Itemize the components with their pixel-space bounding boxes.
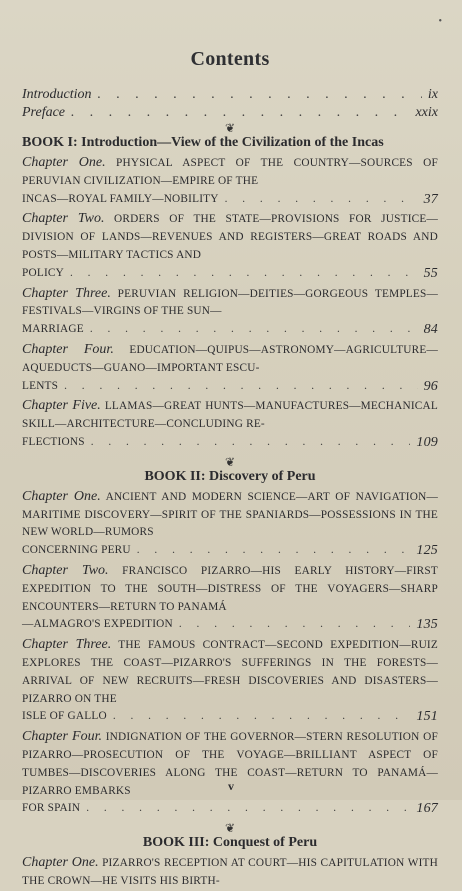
dot-leader bbox=[225, 191, 418, 209]
page-title: Contents bbox=[190, 48, 270, 70]
page-ref: 84 bbox=[423, 322, 438, 338]
chapter-label: Chapter Four. bbox=[22, 341, 114, 357]
toc-chapter[interactable] bbox=[22, 636, 438, 726]
page-ref: 125 bbox=[416, 543, 438, 559]
ornament-icon: ❦ bbox=[224, 821, 236, 836]
chapter-label: Chapter Three. bbox=[22, 285, 111, 301]
chapter-summary: ORDERS OF THE STATE—PROVISIONS FOR JUSTICE—DIVISION OF LANDS—REVENUES AND REGISTERS—GREAT ROADS AND POSTS—MILITARY TACTICS AND bbox=[22, 213, 438, 261]
chapter-label: Chapter One. bbox=[22, 155, 106, 170]
chapter-summary-end: FLECTIONS bbox=[22, 435, 85, 448]
page-ref: xxix bbox=[415, 105, 438, 120]
toc-chapter[interactable] bbox=[22, 488, 438, 560]
dot-leader bbox=[113, 708, 411, 726]
chapter-summary: EDUCATION—QUIPUS—ASTRONOMY—AGRICULTURE—AQUEDUCTS—GUANO—IMPORTANT ESCU- bbox=[22, 343, 438, 374]
toc-label: Preface bbox=[22, 105, 66, 120]
dot-leader bbox=[86, 800, 410, 818]
chapter-summary-end: CONCERNING PERU bbox=[22, 544, 131, 557]
page-ref: 37 bbox=[423, 191, 438, 207]
dot-leader bbox=[70, 265, 418, 283]
toc-chapter[interactable] bbox=[22, 154, 438, 208]
chapter-summary: PHYSICAL ASPECT OF THE COUNTRY—SOURCES OF PERUVIAN CIVILIZATION—EMPIRE OF THE bbox=[22, 157, 439, 187]
chapter-summary: PIZARRO'S RECEPTION AT COURT—HIS CAPITULATION WITH THE CROWN—HE VISITS HIS BIRTH- bbox=[22, 857, 438, 887]
chapter-summary: PERUVIAN RELIGION—DEITIES—GORGEOUS TEMPLES—FESTIVALS—VIRGINS OF THE SUN— bbox=[22, 287, 438, 318]
chapter-summary-end: INCAS—ROYAL FAMILY—NOBILITY bbox=[22, 192, 219, 205]
book-heading: BOOK III: Conquest of Peru bbox=[142, 835, 318, 851]
chapter-summary-end: FOR SPAIN bbox=[22, 802, 81, 815]
chapter-label: Chapter One. bbox=[22, 855, 99, 871]
toc-chapter[interactable] bbox=[22, 728, 438, 818]
page-ref: 55 bbox=[423, 265, 438, 281]
toc-chapter[interactable] bbox=[22, 210, 438, 282]
toc-chapter[interactable] bbox=[22, 341, 438, 395]
corner-mark: • bbox=[438, 16, 442, 27]
page-ref: 151 bbox=[416, 709, 438, 725]
page-number: v bbox=[228, 779, 234, 793]
toc-chapter[interactable] bbox=[22, 562, 438, 634]
chapter-summary-end: LENTS bbox=[22, 379, 59, 392]
toc-introduction[interactable] bbox=[22, 86, 438, 104]
page-ref: 96 bbox=[423, 378, 438, 394]
chapter-summary: LLAMAS—GREAT HUNTS—MANUFACTURES—MECHANICAL SKILL—ARCHITECTURE—CONCLUDING RE- bbox=[22, 400, 438, 431]
ornament-icon: ❦ bbox=[224, 121, 236, 135]
dot-leader bbox=[179, 616, 410, 634]
dot-leader bbox=[137, 542, 411, 560]
page-ref: 109 bbox=[416, 434, 438, 450]
toc-chapter[interactable] bbox=[22, 854, 438, 891]
dot-leader bbox=[91, 434, 411, 452]
chapter-summary: ANCIENT AND MODERN SCIENCE—ART OF NAVIGATION—MARITIME DISCOVERY—SPIRIT OF THE SPANIARDS—POSSESSIONS IN THE NEW WORLD—RUMORS bbox=[22, 490, 438, 539]
chapter-label: Chapter One. bbox=[22, 488, 101, 504]
chapter-label: Chapter Three. bbox=[22, 637, 112, 653]
chapter-label: Chapter Two. bbox=[22, 562, 109, 578]
chapter-summary-end: MARRIAGE bbox=[22, 323, 84, 336]
chapter-label: Chapter Five. bbox=[22, 398, 101, 414]
page-ref: ix bbox=[427, 87, 438, 102]
book-heading: BOOK II: Discovery of Peru bbox=[144, 468, 316, 484]
page-ref: 135 bbox=[416, 617, 438, 633]
chapter-summary: THE FAMOUS CONTRACT—SECOND EXPEDITION—RUIZ EXPLORES THE COAST—PIZARRO'S SUFFERINGS IN THE FORESTS—ARRIVAL OF NEW RECRUITS—FRESH DISCOVERIES AND DISASTERS—PIZARRO ON THE bbox=[22, 639, 438, 705]
dot-leader bbox=[64, 378, 417, 396]
chapter-label: Chapter Four. bbox=[22, 729, 103, 745]
chapter-label: Chapter Two. bbox=[22, 211, 105, 227]
chapter-summary-end: —ALMAGRO'S EXPEDITION bbox=[22, 618, 173, 631]
page-ref: 167 bbox=[416, 801, 438, 817]
book-heading: BOOK I: Introduction—View of the Civilization of the Incas bbox=[22, 135, 384, 150]
dot-leader bbox=[97, 86, 421, 104]
toc-chapter[interactable] bbox=[22, 285, 438, 339]
ornament-icon: ❦ bbox=[224, 454, 236, 469]
chapter-summary-end: POLICY bbox=[22, 266, 64, 279]
toc-label: Introduction bbox=[22, 87, 92, 102]
toc-chapter[interactable] bbox=[22, 397, 438, 451]
dot-leader bbox=[71, 104, 409, 122]
chapter-summary: INDIGNATION OF THE GOVERNOR—STERN RESOLUTION OF PIZARRO—PROSECUTION OF THE VOYAGE—BRILLIANT ASPECT OF TUMBES—DISCOVERIES ALONG THE COAST—RETURN TO PANAMÁ—PIZARRO EMBARKS bbox=[22, 731, 439, 797]
chapter-summary-end: ISLE OF GALLO bbox=[22, 710, 107, 723]
toc-preface[interactable] bbox=[22, 104, 438, 122]
chapter-summary: FRANCISCO PIZARRO—HIS EARLY HISTORY—FIRST EXPEDITION TO THE SOUTH—DISTRESS OF THE VOYAGERS—SHARP ENCOUNTERS—RETURN TO PANAMÁ bbox=[22, 564, 438, 613]
dot-leader bbox=[90, 321, 418, 339]
